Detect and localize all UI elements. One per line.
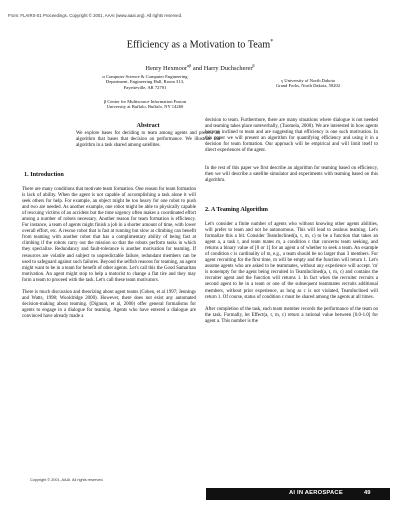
author-connector: and (191, 65, 204, 73)
author-2: Harry Duchscherer (203, 65, 253, 73)
affiliation-line: β Center for Multisource Information Fusion (103, 99, 187, 104)
affiliation-line: University at Buffalo, Buffalo, NY 14260 (106, 104, 184, 110)
title-text: Efficiency as a Motivation to Team (126, 39, 271, 51)
copyright-notice: Copyright © 2001, AAAI. All rights reserved. (30, 478, 104, 482)
teaming-paragraph-2: After completion of the task, each team member records the performance of the team on the task. Formally, let Effect(a, t, m, c) return a rational value between [0.0-1.0] for agent a. This number is the (205, 306, 378, 324)
source-line: From: FLAIRS-01 Proceedings. Copyright © 2001, AAAI (www.aaai.org). All rights reserved. (8, 13, 183, 18)
author-1: Henry Hexmoor (145, 65, 188, 73)
teaming-algorithm-body (205, 222, 378, 325)
abstract-text: We explore bases for deciding to team among agents and present an algorithm that bases that decision on performance. We illustrate the algorithm in a task shared among satellites. (76, 131, 220, 149)
affiliation-line: Fayetteville, AR 72701 (123, 84, 167, 90)
intro-paragraph-2: There is much discussion and theorizing about agent teams (Cohen, et al 1997; Jennings and Watts, 1998; Wooldridge 2000). However, there does not exist any automated decision-making about teaming. (Dignum, et al, 2000) offer general formalisms for agents to engage in a dialogue for teaming. Agents who have entered a dialogue are convinced have already made a (22, 289, 196, 319)
title-footnote-mark: * (270, 39, 274, 45)
affiliation-beta (80, 99, 210, 110)
page-number: 49 (364, 490, 371, 496)
affiliation-line: Grand Forks, North Dakota, 58202 (275, 83, 341, 89)
intro-heading: 1. Introduction (24, 171, 64, 178)
paper-outline-paragraph: In the rest of this paper we first describe an algorithm for teaming based on efficiency, then we will describe a satellite simulator and experiments with teaming based on this algorithm. (205, 166, 378, 184)
intro-paragraph-1: There are many conditions that motivate team formation. One reason for team formation is lack of ability. When the agent is not capable of accomplishing a task alone it will seek others for help. For example, an object might be too heavy for one robot to push and two are needed. As another example, one robot might be able to physically capable of rescuing victims of an accident but the time urgency often makes a coordinated effort among a number of robots necessary. Another reason for team formation is efficiency. For instance, a team of agents might finish a job in a shorter amount of time, with lower overall effort, etc. A rescue robot that is fast at running but slow at climbing can benefit from teaming with another robot that has a complimentary ability of being fast at climbing if the robots carry out the mission so that the robots perform tasks in which they specialize. Redundancy and fault-tolerance is another motivation for teaming. If resources are volatile and subject to unpredictable failure, redundant members can be used to safeguard against such failures. Beyond the selfish reasons for teaming, an agent might want to be in a team for benefit of other agents. Let's call this the Good Samaritan motivation. An agent might stop to help a motorist to change a flat tire and they may form a team to proceed with the task. Let's call these team motivators. (22, 187, 196, 283)
intro-body (22, 187, 196, 320)
affiliation-gamma (263, 78, 353, 89)
teaming-algorithm-heading: 2. A Teaming Algorithm (205, 206, 268, 213)
author-2-marks: β (252, 63, 255, 68)
author-1-marks: αβ (187, 63, 192, 68)
abstract-heading: Abstract (136, 122, 160, 129)
author-line (0, 63, 400, 72)
affiliation-line: γ University of North Dakota (281, 78, 335, 83)
affiliation-alpha (80, 74, 210, 90)
right-column-continuation: decision to team. Furthermore, there are many situations where dialogue is not needed and teaming takes place noteverbally, (Tuomela, 2000). We are interested in how agents become inclined to team and are suggesting that efficiency is one such motivation. In this paper we will present an algorithm for quantifying efficiency and using it in a decision for team formation. Our approach will be empirical and will limit itself to direct experiences of the agent. (205, 118, 378, 154)
footer-journal-name: AI IN AEROSPACE (289, 490, 343, 496)
paper-title (0, 39, 400, 50)
teaming-paragraph-1: Let's consider a finite number of agents who without knowing other agents abilities, will prefer to team and not be autonomous. This will lead to zealous teaming. Let's formalize this a bit. Consider TeamInclined(a, t, m, c) to be a function that takes an agent a, a task t, and team mates m, a condition c that concerns team seeking, and returns a binary value of [0 or 1] for an agent a of whether to seek a team. An example of condition c is cardinality of m, e.g., a team should be no larger than 3 members. For agent recruiting for the first time, m will be empty and the function will return 1. Let's assume agents who are asked to be teammates, without any experience will accept. 'm' is nonempty for the agent being recruited in TeamInclined(a, t, m, c) and contains the recruiter agent and the function will returns 1. In fact when the recruiter recruits a second agent to be in a team or one of the subsequent teammates recruits additional members, without prior experience, as long as c is not violated, TeamInclined will return 1. Of course, status of condition c must be shared among the agents at all times. (205, 222, 378, 300)
affiliation-line: α Computer Science & Computer Engineering (102, 74, 188, 79)
affiliation-line: Department, Engineering Hall, Room 313, (105, 79, 185, 85)
